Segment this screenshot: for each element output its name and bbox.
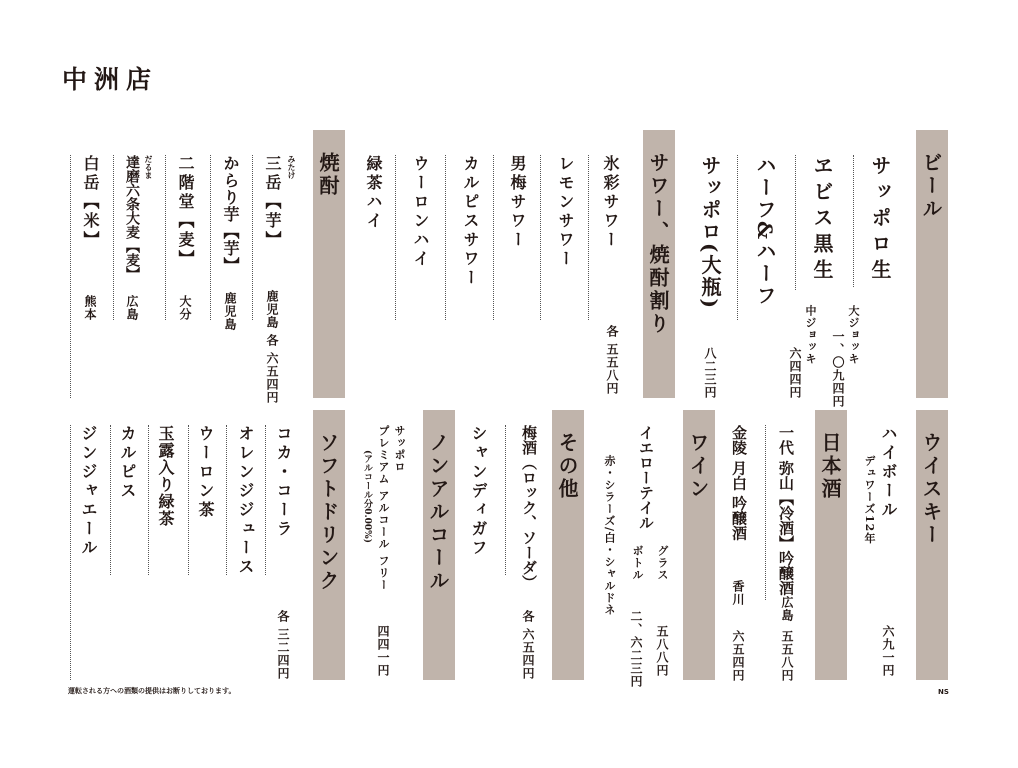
section-title: ビール xyxy=(919,152,943,221)
section-header-other xyxy=(552,410,584,680)
menu-item: カルピスサワー xyxy=(461,155,480,288)
section-title: ウイスキー xyxy=(919,432,943,547)
price: 一、〇九四円 xyxy=(831,330,845,408)
section-title: ソフトドリンク xyxy=(316,432,340,593)
menu-item: 三岳【芋】 xyxy=(263,155,282,250)
menu-item: ジンジャエール xyxy=(79,425,98,558)
size-label: ボトル xyxy=(631,545,644,581)
divider xyxy=(795,155,796,290)
brand: サッポロ xyxy=(393,425,406,473)
section-title: 焼酎 xyxy=(316,152,340,198)
menu-item: 金陵 月白 吟醸酒 xyxy=(730,425,748,541)
divider xyxy=(395,155,396,320)
divider xyxy=(113,155,114,320)
price: 六五四円 xyxy=(731,630,745,682)
origin: 鹿児島 xyxy=(223,292,237,331)
divider xyxy=(165,155,166,320)
section-title: サワー、焼酎割り xyxy=(646,152,670,336)
divider xyxy=(445,155,446,320)
menu-item: 一代 弥山【冷酒】吟醸酒 xyxy=(777,425,795,596)
divider xyxy=(252,155,253,320)
menu-item-note: (アルコール分0.00%) xyxy=(362,450,372,543)
menu-item: シャンディガフ xyxy=(469,425,488,558)
divider xyxy=(70,155,71,398)
menu-item: 男梅サワー xyxy=(508,155,527,250)
origin: 広島 xyxy=(125,295,139,321)
menu-item: コカ・コーラ xyxy=(274,425,293,539)
section-header-nonalcohol xyxy=(423,410,455,680)
divider xyxy=(493,155,494,320)
price: 各 三二四円 xyxy=(276,610,290,681)
section-header-sake xyxy=(815,410,847,680)
menu-item: 達磨六条大麦【麦】 xyxy=(124,155,140,281)
section-title: ノンアルコール xyxy=(426,432,450,593)
divider xyxy=(853,155,854,287)
origin: 香川 xyxy=(731,580,745,606)
menu-item-sub: 赤・シラーズ/白・シャルドネ xyxy=(603,455,616,617)
divider xyxy=(70,425,71,680)
price: 八二三円 xyxy=(703,347,717,399)
menu-item: 白岳【米】 xyxy=(81,155,100,250)
divider xyxy=(188,425,189,575)
section-title: ワイン xyxy=(686,432,710,501)
menu-item: ウーロン茶 xyxy=(196,425,215,520)
price: 四四一円 xyxy=(376,625,390,677)
size-label: 大ジョッキ xyxy=(847,305,860,365)
menu-item: レモンサワー xyxy=(556,155,575,269)
footer-notice: 運転される方への酒類の提供はお断りしております。 xyxy=(68,687,236,695)
origin: 広島 xyxy=(780,596,794,622)
menu-item: 梅酒（ロック、ソーダ） xyxy=(520,425,538,590)
section-header-shochu xyxy=(313,130,345,398)
origin: 大分 xyxy=(178,295,192,321)
price: 五五八円 xyxy=(780,630,794,682)
divider xyxy=(110,425,111,575)
price: 六九一円 xyxy=(881,625,895,677)
section-header-beer xyxy=(916,130,948,398)
menu-item: オレンジジュース xyxy=(236,425,255,577)
menu-item: プレミアム アルコール フリー xyxy=(377,425,390,591)
divider xyxy=(765,425,766,600)
menu-item: ヱビス黒生 xyxy=(810,155,834,285)
origin: 熊本 xyxy=(83,295,97,321)
price: 各 六五四円 xyxy=(521,610,535,681)
menu-item: サッポロ(大瓶) xyxy=(698,155,722,310)
menu-item: 二階堂【麦】 xyxy=(176,155,195,269)
size-label: グラス xyxy=(656,545,669,581)
price: 六四四円 xyxy=(788,347,802,399)
divider xyxy=(505,425,506,575)
menu-item: 緑茶ハイ xyxy=(364,155,383,231)
menu-item: からり芋【芋】 xyxy=(221,155,240,274)
menu-item: 玉露入り緑茶 xyxy=(156,425,175,527)
menu-item: イエローテイル xyxy=(637,425,655,530)
menu-item: ハイボール xyxy=(879,425,898,520)
divider xyxy=(540,155,541,320)
origin: 鹿児島 xyxy=(265,290,279,329)
price: 二、六二三円 xyxy=(629,610,643,688)
price: 五八八円 xyxy=(655,625,669,677)
divider xyxy=(265,425,266,575)
menu-item: ハーフ&ハーフ xyxy=(753,155,777,308)
menu-item: カルピス xyxy=(118,425,137,501)
divider xyxy=(210,155,211,320)
ruby: だるま xyxy=(144,155,154,179)
section-title: 日本酒 xyxy=(818,432,842,501)
menu-item-sub: デュワーズ12年 xyxy=(863,455,876,545)
divider xyxy=(226,425,227,575)
price: 各 六五四円 xyxy=(265,334,279,405)
size-label: 中ジョッキ xyxy=(804,305,817,365)
menu-item: ウーロンハイ xyxy=(411,155,430,269)
menu-item: サッポロ生 xyxy=(868,155,892,285)
page-title: 中洲店 xyxy=(62,65,159,94)
divider xyxy=(148,425,149,575)
section-header-whisky xyxy=(916,410,948,680)
divider xyxy=(737,155,738,320)
menu-item: 氷彩サワー xyxy=(601,155,620,250)
section-header-sour xyxy=(643,130,675,398)
section-title: その他 xyxy=(555,432,579,501)
price: 各 五五八円 xyxy=(605,325,619,396)
divider xyxy=(588,155,589,320)
section-header-wine xyxy=(683,410,715,680)
footer-code: NS xyxy=(938,688,949,696)
section-header-soft-drink xyxy=(313,410,345,680)
ruby: みたけ xyxy=(287,155,297,179)
